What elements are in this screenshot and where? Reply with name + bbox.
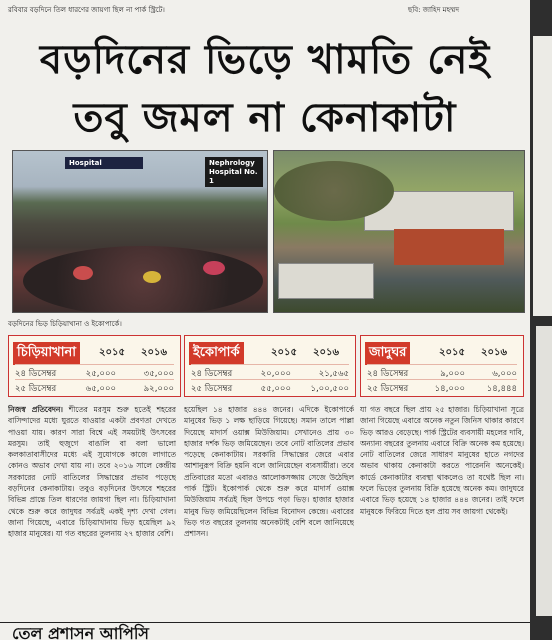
top-photo-caption: রবিবার বড়দিনে তিল ধারণের জায়গা ছিল না পার্ক স্ট্রিটে। (8, 6, 165, 14)
crowd-shape (203, 261, 225, 275)
stat-title: ইকোপার্ক (189, 342, 244, 365)
stat-row (367, 379, 517, 392)
article-text: হয়েছিল ১৪ হাজার ৪৪৪ জনের। এদিকে ইকোপার্কে মানুষের ভিড় ১ লক্ষ ছাড়িয়ে গিয়েছে। সমান তালে পাল্লা দিয়েছে মাদার্স ওয়াক্স মিউজিয়াম। সেখানেও প্রায় ৩০ হাজার দর্শক ভিড় জমিয়েছেন। তবে নোট বাতিলের প্রভাব পড়েছে কেনাকাটায়। সরকারি সিদ্ধান্তের জেরে এবার আশানুরূপ বিক্রি হয়নি বলে জানিয়েছেন ব্যবসায়ীরা। তবে প্রতিবারের মতো এবারও আলোকসজ্জায় সেজে উঠেছিল পার্ক স্ট্রিট। ইকোপার্ক থেকে শুরু করে মাদার্স ওয়াক্স মিউজিয়াম সর্বত্রই ছিল উপচে পড়া ভিড়। হাজার হাজার মানুষ ভিড় জমিয়েছিলেন বিভিন্ন বিনোদন কেন্দ্রে। এবারের ভিড় গত বছরের তুলনায় অনেকটাই বেশি বলে জানিয়েছে প্রশাসন। (184, 405, 354, 539)
stat-year: ২০১৫ (99, 347, 125, 358)
article-column-3 (360, 404, 524, 620)
crowd-shape (274, 161, 394, 221)
article-column-2 (184, 404, 354, 620)
stat-row-label: ২৪ ডিসেম্বর (15, 369, 57, 379)
photo-banner-1: Hospital (65, 157, 143, 169)
stat-row-label: ২৫ ডিসেম্বর (367, 384, 409, 394)
stat-row-label: ২৪ ডিসেম্বর (191, 369, 233, 379)
tent-roof (278, 263, 374, 299)
stat-row (191, 364, 349, 377)
photo-banner-2: Nephrology Hospital No. 1 (205, 157, 263, 187)
article-byline: নিজস্ব প্রতিবেদন। (8, 405, 63, 414)
stat-year: ২০১৫ (271, 347, 297, 358)
stat-year: ২০১৬ (313, 347, 339, 358)
next-headline: তেল প্রশাসন আপিসি (0, 622, 530, 640)
stat-value-2015: ৯,০০০ (440, 369, 465, 379)
stat-row (191, 379, 349, 392)
ecopark-crowd-photo (273, 150, 525, 313)
stat-title: জাদুঘর (365, 342, 410, 365)
stat-row (367, 364, 517, 377)
photo-caption: বড়দিনের ভিড় চিড়িয়াখানা ও ইকোপার্কে। (8, 320, 122, 328)
crowd-shape (143, 271, 161, 283)
stat-value-2015: ১৪,০০০ (434, 384, 465, 394)
stat-value-2015: ২৫,০০০ (85, 369, 116, 379)
stat-box-museum (360, 335, 524, 397)
headline-line-1: বড়দিনের ভিড়ে খামতি নেই (39, 37, 491, 83)
stat-row (15, 379, 174, 392)
stat-year: ২০১৫ (439, 347, 465, 358)
stat-value-2016: ২১,৫৬৫ (318, 369, 349, 379)
stat-row-label: ২৪ ডিসেম্বর (367, 369, 409, 379)
headline-line-2: তবু জমল না কেনাকাটা (73, 95, 457, 141)
stat-value-2016: ১,০০,৫০০ (310, 384, 349, 394)
stat-row-label: ২৫ ডিসেম্বর (15, 384, 57, 394)
stat-value-2015: ৬৫,০০০ (85, 384, 116, 394)
stat-year: ২০১৬ (481, 347, 507, 358)
stat-box-ecopark (184, 335, 356, 397)
stat-value-2016: ৩৫,০০০ (143, 369, 174, 379)
adjacent-page-strip (536, 326, 552, 616)
stat-row (15, 364, 174, 377)
stat-value-2015: ৫৫,০০০ (260, 384, 291, 394)
stat-value-2016: ৯২,০০০ (143, 384, 174, 394)
zoo-crowd-photo (12, 150, 268, 313)
stat-value-2016: ৬,০০০ (492, 369, 517, 379)
crowd-shape (73, 266, 93, 280)
article-column-1 (8, 404, 176, 620)
stall-panel (394, 229, 504, 265)
stat-value-2016: ১৪,৪৪৪ (486, 384, 517, 394)
article-text: শীতের মরসুম শুরু হতেই শহরের বাসিন্দাদের মধ্যে ঘুরতে যাওয়ার একটা প্রবণতা দেখতে পাওয়া যায়। কারণ সারা বিশ্বে এই সময়টাই উৎসবের মরসুম। তাই হুজুগে বাঙালি বা বলা ভালো কলকাতাবাসীদের মধ্যে এই সুযোগকে কাজে লাগাতে কোনও অভাব দেখা যায় না। তবে ২০১৬ সালে কেন্দ্রীয় সরকারের নোট বাতিলের সিদ্ধান্তের প্রভাব পড়েছে বড়দিনের কেনাকাটায়। তবুও বড়দিনের উৎসবে শহরের বিভিন্ন প্রান্তে তিল ধারণের জায়গা ছিল না। চিড়িয়াখানা থেকে শুরু করে জাদুঘর সর্বত্রই একই দৃশ্য দেখা গেল। জানা গিয়েছে, এবারে চিড়িয়াখানায় ভিড় হয়েছিল ৯২ হাজার মানুষের। যা গত বছরের তুলনায় ২৭ হাজার বেশি। (8, 405, 176, 539)
stat-title: চিড়িয়াখানা (13, 342, 80, 365)
stat-year: ২০১৬ (141, 347, 167, 358)
adjacent-page-strip (533, 36, 552, 316)
photo-credit: ছবি: জাহিদ মহম্মদ (408, 6, 460, 14)
article-text: যা গত বছরে ছিল প্রায় ২৫ হাজার। চিড়িয়াখানা সূত্রে জানা গিয়েছে এবারে অনেক নতুন জিনিস থাকার কারণে ভিড় আরও বেড়েছে। পার্ক স্ট্রিটের ব্যবসায়ী মহলের দাবি, অন্যান্য বছরের তুলনায় এবারে বিক্রি অনেক কম হয়েছে। নোট বাতিলের জেরে সাধারণ মানুষের হাতে নগদের অভাব থাকায় কেনাকাটা করতে পারেননি অনেকেই। কার্ডে কেনাকাটার ব্যবস্থা থাকলেও তা যথেষ্ট ছিল না। ফলে ভিড়ের তুলনায় বিক্রি হয়েছে অনেক কম। জাদুঘরে এবারে ভিড় হয়েছে ১৪ হাজার ৪৪৪ জনের। তাই ফলে মানুষকে ফিরিয়ে দিতে হল প্রায় সব জায়গা থেকেই। (360, 405, 524, 516)
stat-row-label: ২৫ ডিসেম্বর (191, 384, 233, 394)
stat-box-zoo (8, 335, 181, 397)
stat-value-2015: ২০,০০০ (260, 369, 291, 379)
